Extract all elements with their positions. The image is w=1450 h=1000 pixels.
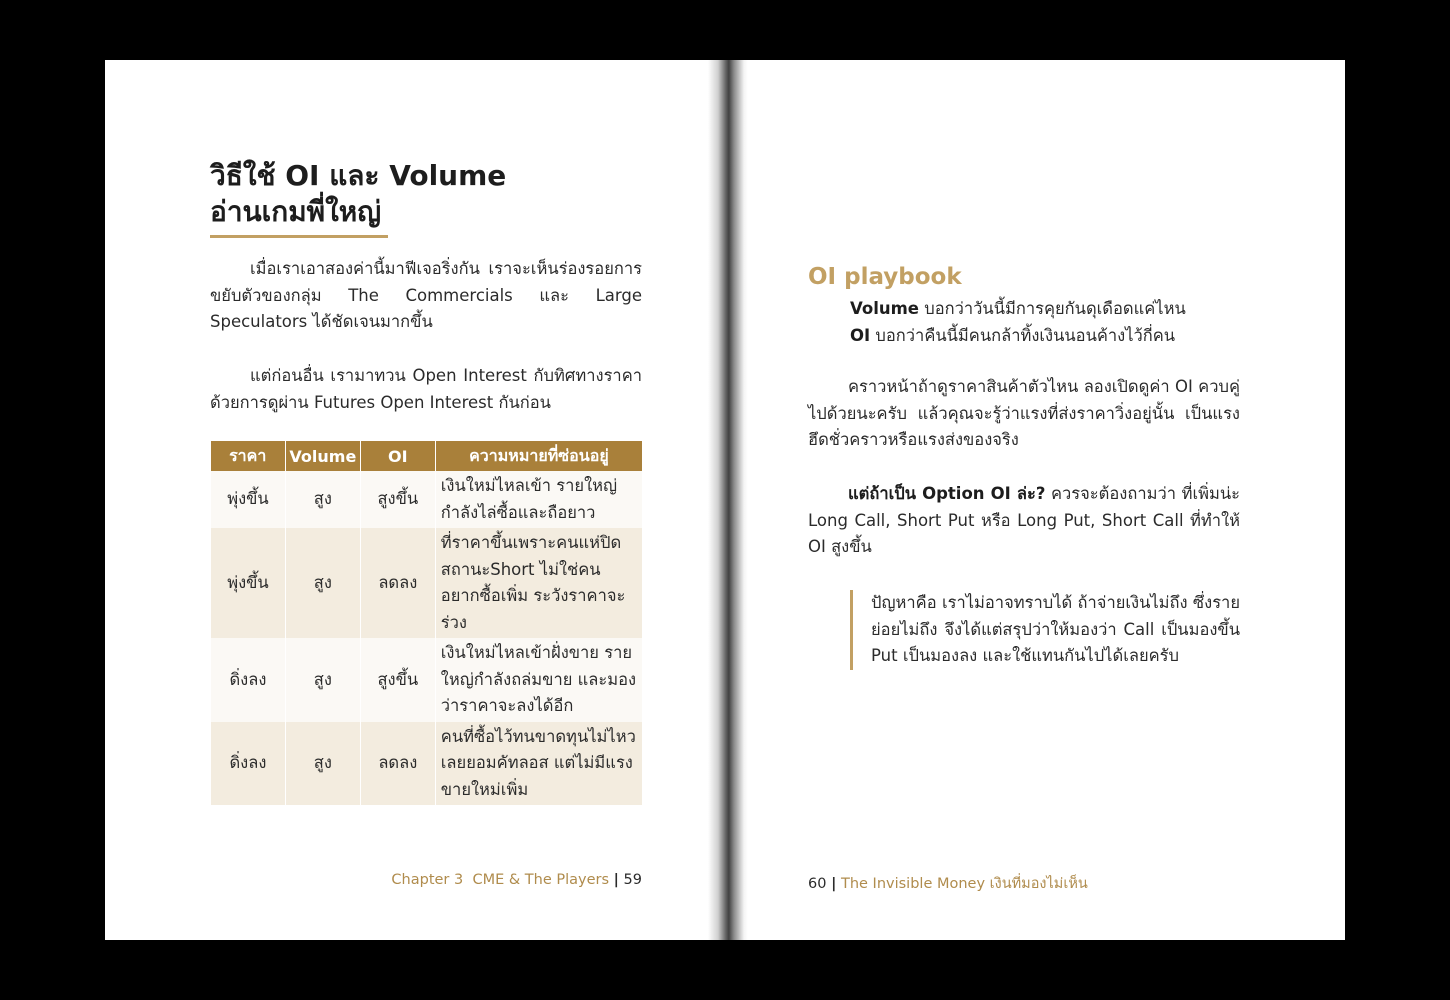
- definition-oi-term: OI: [850, 325, 871, 345]
- cell-meaning: เงินใหม่ไหลเข้า รายใหญ่กำลังไล่ซื้อและถือยาว: [435, 471, 642, 528]
- footer-book-title: The Invisible Money: [840, 876, 986, 892]
- definition-oi-text: บอกว่าคืนนี้มีคนกล้าทิ้งเงินนอนค้างไว้กี่คน: [870, 325, 1176, 345]
- right-footer: [808, 872, 1088, 895]
- header-meaning: ความหมายที่ซ่อนอยู่: [435, 441, 642, 471]
- section-heading: OI playbook: [808, 264, 962, 290]
- book-spread: [105, 60, 1345, 940]
- cell-price: ดิ่งลง: [211, 722, 286, 806]
- footer-book-subtitle: เงินที่มองไม่เห็น: [989, 876, 1088, 892]
- title-underline: [210, 235, 388, 238]
- oi-volume-table: [210, 441, 642, 805]
- option-oi-question: แต่ถ้าเป็น Option OI ล่ะ?: [848, 484, 1046, 503]
- table-header-row: [211, 441, 643, 471]
- advice-paragraph: [808, 374, 1240, 454]
- header-volume: Volume: [285, 441, 360, 471]
- footer-chapter-title: CME & The Players: [472, 872, 610, 888]
- footer-chapter: Chapter 3: [391, 872, 464, 888]
- left-footer: [391, 872, 642, 888]
- cell-volume: สูง: [285, 471, 360, 528]
- definition-volume: [850, 296, 1186, 323]
- definition-oi: [850, 323, 1186, 350]
- right-page: [808, 60, 1240, 940]
- second-paragraph-text: แต่ก่อนอื่น เรามาทวน Open Interest กับทิศทางราคาด้วยการดูผ่าน Futures Open Interest กันก่อน: [210, 366, 642, 412]
- cell-price: พุ่งขึ้น: [211, 471, 286, 528]
- cell-meaning: เงินใหม่ไหลเข้าฝั่งขาย รายใหญ่กำลังถล่มขาย และมองว่าราคาจะลงได้อีก: [435, 638, 642, 722]
- cell-volume: สูง: [285, 722, 360, 806]
- option-oi-paragraph-text: ควรจะต้องถามว่า ที่เพิ่มน่ะ Long Call, Short Put หรือ Long Put, Short Call ที่ทำให้ OI สูงขึ้น: [808, 484, 1240, 556]
- table-row: [211, 471, 643, 528]
- footer-page-number: 60: [808, 876, 827, 892]
- cell-oi: ลดลง: [360, 528, 435, 638]
- cell-oi: สูงขึ้น: [360, 471, 435, 528]
- option-oi-paragraph: [808, 481, 1240, 561]
- cell-volume: สูง: [285, 638, 360, 722]
- advice-paragraph-text: คราวหน้าถ้าดูราคาสินค้าตัวไหน ลองเปิดดูค่า OI ควบคู่ไปด้วยนะครับ แล้วคุณจะรู้ว่าแรงที่ส่งราคาวิ่งอยู่นั้น เป็นแรงฮึดชั่วคราวหรือแรงส่งของจริง: [808, 377, 1240, 449]
- cell-price: ดิ่งลง: [211, 638, 286, 722]
- definition-list: [850, 296, 1186, 349]
- table-row: [211, 638, 643, 722]
- footer-page-number: 59: [623, 872, 642, 888]
- cell-meaning: ที่ราคาขึ้นเพราะคนแห่ปิดสถานะShort ไม่ใช่คนอยากซื้อเพิ่ม ระวังราคาจะร่วง: [435, 528, 642, 638]
- table-row: [211, 722, 643, 806]
- second-paragraph: [210, 363, 642, 416]
- definition-volume-text: บอกว่าวันนี้มีการคุยกันดุเดือดแค่ไหน: [919, 299, 1186, 318]
- page-title-line1: วิธีใช้ OI และ Volume: [210, 159, 507, 192]
- quote-text: ปัญหาคือ เราไม่อาจทราบได้ ถ้าจ่ายเงินไม่ถึง ซึ่งรายย่อยไม่ถึง จึงได้แต่สรุปว่าให้มองว่า Call เป็นมองขึ้น Put เป็นมองลง และใช้แทนกันไปได้เลยครับ: [871, 593, 1240, 665]
- header-oi: OI: [360, 441, 435, 471]
- cell-oi: ลดลง: [360, 722, 435, 806]
- left-page: [210, 60, 642, 940]
- table-row: [211, 528, 643, 638]
- header-price: ราคา: [211, 441, 286, 471]
- page-title: [210, 158, 642, 230]
- book-gutter-shadow: [708, 60, 748, 940]
- definition-volume-term: Volume: [850, 299, 919, 318]
- page-title-line2: อ่านเกมพี่ใหญ่: [210, 195, 382, 228]
- cell-volume: สูง: [285, 528, 360, 638]
- cell-meaning: คนที่ซื้อไว้ทนขาดทุนไม่ไหว เลยยอมคัทลอส แต่ไม่มีแรงขายใหม่เพิ่ม: [435, 722, 642, 806]
- quote-block: [850, 590, 1240, 670]
- footer-separator: |: [613, 872, 619, 888]
- intro-paragraph: [210, 256, 642, 336]
- cell-price: พุ่งขึ้น: [211, 528, 286, 638]
- footer-separator: |: [831, 876, 837, 892]
- cell-oi: สูงขึ้น: [360, 638, 435, 722]
- intro-paragraph-text: เมื่อเราเอาสองค่านี้มาฟีเจอริ่งกัน เราจะเห็นร่องรอยการขยับตัวของกลุ่ม The Commercials และ Large Speculators ได้ชัดเจนมากขึ้น: [210, 259, 642, 331]
